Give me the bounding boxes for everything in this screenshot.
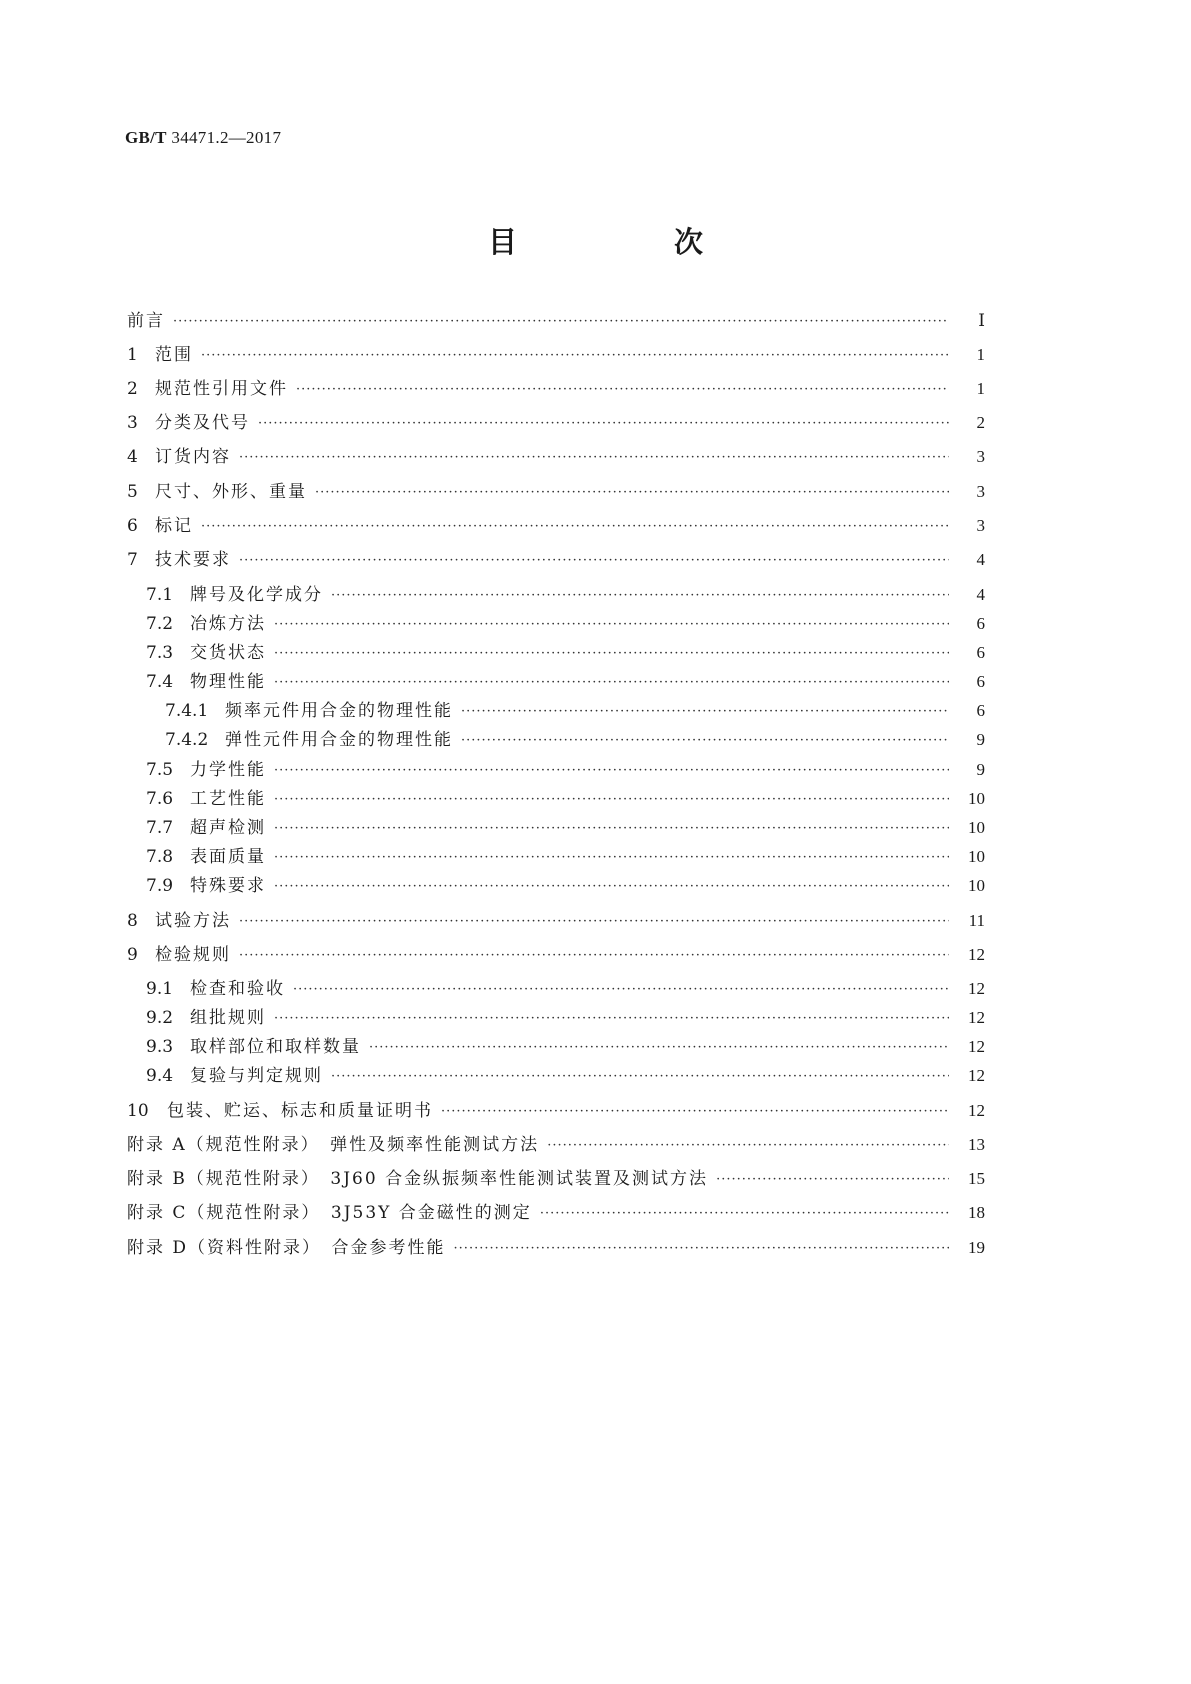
- toc-entry-number: 6: [127, 516, 138, 536]
- toc-entry[interactable]: [146, 584, 985, 606]
- toc-entry-number: 7.2: [146, 614, 174, 634]
- toc-entry[interactable]: [146, 978, 985, 1000]
- toc-entry-title: 复验与判定规则: [190, 1066, 323, 1086]
- toc-entry-page: 12: [968, 945, 985, 964]
- toc-entry-title: 工艺性能: [190, 789, 266, 809]
- toc-dot-leader: [547, 1135, 949, 1157]
- toc-entry[interactable]: [127, 910, 985, 932]
- toc-entry[interactable]: [127, 412, 985, 434]
- toc-dot-leader: [201, 345, 949, 367]
- toc-entry-number: 7.7: [146, 818, 174, 838]
- toc-entry-page: 4: [976, 585, 985, 604]
- toc-entry-number: 1: [127, 345, 138, 365]
- toc-entry-page: 6: [976, 672, 985, 691]
- toc-entry-page: 13: [968, 1135, 985, 1154]
- toc-dot-leader: [331, 585, 949, 607]
- toc-entry[interactable]: [127, 549, 985, 571]
- toc-entry-title: 特殊要求: [190, 876, 266, 896]
- toc-entry-number: 7.3: [146, 643, 174, 663]
- toc-entry-title: 尺寸、外形、重量: [155, 482, 307, 502]
- toc-entry-title: 附录 D（资料性附录） 合金参考性能: [127, 1238, 446, 1258]
- toc-entry-page: 3: [976, 447, 985, 466]
- toc-entry-number: 7.4.1: [165, 701, 209, 721]
- toc-entry-page: 2: [976, 413, 985, 432]
- toc-entry[interactable]: [146, 846, 985, 868]
- toc-entry-page: 12: [968, 1066, 985, 1085]
- toc-entry[interactable]: [127, 1100, 985, 1122]
- toc-entry-title: 包装、贮运、标志和质量证明书: [167, 1101, 433, 1121]
- toc-entry-title: 检验规则: [155, 945, 231, 965]
- toc-entry-page: 1: [976, 379, 985, 398]
- toc-dot-leader: [296, 379, 949, 401]
- toc-entry-page: 6: [976, 643, 985, 662]
- toc-dot-leader: [274, 1008, 949, 1030]
- toc-entry[interactable]: [127, 944, 985, 966]
- toc-entry-title: 牌号及化学成分: [190, 585, 323, 605]
- toc-entry-number: 4: [127, 447, 138, 467]
- toc-entry-number: 7.9: [146, 876, 174, 896]
- toc-entry-title: 弹性元件用合金的物理性能: [225, 730, 453, 750]
- toc-dot-leader: [201, 516, 949, 538]
- toc-entry-title: 技术要求: [155, 550, 231, 570]
- toc-entry-title: 附录 C（规范性附录） 3J53Y 合金磁性的测定: [127, 1203, 532, 1223]
- toc-dot-leader: [239, 945, 949, 967]
- toc-entry[interactable]: [127, 1237, 985, 1259]
- toc-entry[interactable]: [127, 446, 985, 468]
- toc-entry-page: 6: [976, 614, 985, 633]
- toc-entry-number: 10: [127, 1101, 149, 1121]
- toc-entry-title: 检查和验收: [190, 979, 285, 999]
- toc-entry-number: 5: [127, 482, 138, 502]
- toc-dot-leader: [461, 701, 949, 723]
- toc-dot-leader: [274, 789, 949, 811]
- page-title: 目 次: [487, 225, 767, 259]
- toc-entry[interactable]: [146, 875, 985, 897]
- toc-entry-title: 频率元件用合金的物理性能: [225, 701, 453, 721]
- toc-entry[interactable]: [146, 788, 985, 810]
- toc-entry-page: 3: [976, 516, 985, 535]
- toc-entry-page: 12: [968, 1008, 985, 1027]
- toc-entry[interactable]: [127, 481, 985, 503]
- toc-entry-page: 9: [976, 730, 985, 749]
- toc-entry-title: 附录 A（规范性附录） 弹性及频率性能测试方法: [127, 1135, 540, 1155]
- toc-entry-page: 1: [976, 345, 985, 364]
- toc-dot-leader: [454, 1238, 949, 1260]
- toc-entry-number: 7: [127, 550, 138, 570]
- toc-entry-number: 3: [127, 413, 138, 433]
- toc-entry-number: 7.6: [146, 789, 174, 809]
- toc-dot-leader: [293, 979, 949, 1001]
- toc-dot-leader: [369, 1037, 949, 1059]
- toc-entry-page: 10: [968, 818, 985, 837]
- toc-entry[interactable]: [127, 378, 985, 400]
- toc-entry[interactable]: [127, 344, 985, 366]
- toc-entry-title: 组批规则: [190, 1008, 266, 1028]
- toc-dot-leader: [461, 730, 949, 752]
- toc-entry[interactable]: [127, 515, 985, 537]
- toc-entry[interactable]: [165, 729, 985, 751]
- toc-dot-leader: [239, 550, 949, 572]
- toc-dot-leader: [441, 1101, 949, 1123]
- toc-dot-leader: [239, 447, 949, 469]
- toc-entry-page: 10: [968, 876, 985, 895]
- toc-entry[interactable]: [127, 1134, 985, 1156]
- toc-entry-page: 6: [976, 701, 985, 720]
- toc-entry-title: 试验方法: [155, 911, 231, 931]
- toc-entry[interactable]: [127, 1202, 985, 1224]
- toc-entry-number: 8: [127, 911, 138, 931]
- toc-dot-leader: [173, 311, 949, 333]
- toc-dot-leader: [716, 1169, 949, 1191]
- toc-entry[interactable]: [165, 700, 985, 722]
- toc-entry-title: 超声检测: [190, 818, 266, 838]
- toc-entry-number: 7.5: [146, 760, 174, 780]
- toc-entry-page: 12: [968, 979, 985, 998]
- toc-entry-page: Ⅰ: [978, 311, 985, 330]
- toc-entry[interactable]: [146, 1007, 985, 1029]
- toc-entry-title: 标记: [155, 516, 193, 536]
- toc-entry[interactable]: [146, 817, 985, 839]
- toc-dot-leader: [540, 1203, 949, 1225]
- toc-entry-page: 19: [968, 1238, 985, 1257]
- toc-entry[interactable]: [146, 613, 985, 635]
- toc-entry-title: 表面质量: [190, 847, 266, 867]
- toc-entry[interactable]: [146, 1036, 985, 1058]
- toc-entry-title: 力学性能: [190, 760, 266, 780]
- toc-entry-number: 7.4: [146, 672, 174, 692]
- toc-entry-number: 7.4.2: [165, 730, 209, 750]
- toc-dot-leader: [258, 413, 949, 435]
- toc-entry-page: 18: [968, 1203, 985, 1222]
- toc-entry-number: 9.3: [146, 1037, 174, 1057]
- toc-dot-leader: [274, 876, 949, 898]
- toc-entry-page: 4: [976, 550, 985, 569]
- toc-entry-page: 15: [968, 1169, 985, 1188]
- toc-entry-title: 取样部位和取样数量: [190, 1037, 361, 1057]
- toc-dot-leader: [274, 818, 949, 840]
- toc-entry-number: 7.8: [146, 847, 174, 867]
- toc-entry-page: 10: [968, 789, 985, 808]
- toc-entry[interactable]: [146, 671, 985, 693]
- toc-entry[interactable]: [127, 310, 985, 332]
- toc-dot-leader: [331, 1066, 949, 1088]
- toc-dot-leader: [274, 614, 949, 636]
- toc-entry-title: 订货内容: [155, 447, 231, 467]
- toc-dot-leader: [274, 847, 949, 869]
- standard-prefix: GB/T: [125, 128, 167, 147]
- toc-dot-leader: [315, 482, 949, 504]
- toc-dot-leader: [239, 911, 949, 933]
- toc-entry-title: 附录 B（规范性附录） 3J60 合金纵振频率性能测试装置及测试方法: [127, 1169, 709, 1189]
- toc-entry[interactable]: [127, 1168, 985, 1190]
- toc-entry-number: 9: [127, 945, 138, 965]
- toc-entry-title: 冶炼方法: [190, 614, 266, 634]
- toc-entry-number: 9.4: [146, 1066, 174, 1086]
- toc-entry-page: 12: [968, 1101, 985, 1120]
- standard-number: 34471.2—2017: [171, 128, 282, 147]
- toc-entry-page: 9: [976, 760, 985, 779]
- toc-entry[interactable]: [146, 642, 985, 664]
- toc-dot-leader: [274, 760, 949, 782]
- toc-dot-leader: [274, 672, 949, 694]
- toc-entry-title: 物理性能: [190, 672, 266, 692]
- toc-entry-page: 10: [968, 847, 985, 866]
- toc-entry-title: 范围: [155, 345, 193, 365]
- toc-entry-number: 9.1: [146, 979, 174, 999]
- toc-entry-number: 7.1: [146, 585, 174, 605]
- toc-entry-title: 规范性引用文件: [155, 379, 288, 399]
- toc-entry-page: 12: [968, 1037, 985, 1056]
- toc-entry-title: 交货状态: [190, 643, 266, 663]
- toc-entry-page: 3: [976, 482, 985, 501]
- toc-entry-number: 2: [127, 379, 138, 399]
- toc-entry-number: 9.2: [146, 1008, 174, 1028]
- toc-entry-title: 分类及代号: [155, 413, 250, 433]
- toc-entry-title: 前言: [127, 311, 165, 331]
- toc-entry[interactable]: [146, 759, 985, 781]
- toc-dot-leader: [274, 643, 949, 665]
- toc-entry-page: 11: [968, 911, 985, 930]
- toc-entry[interactable]: [146, 1065, 985, 1087]
